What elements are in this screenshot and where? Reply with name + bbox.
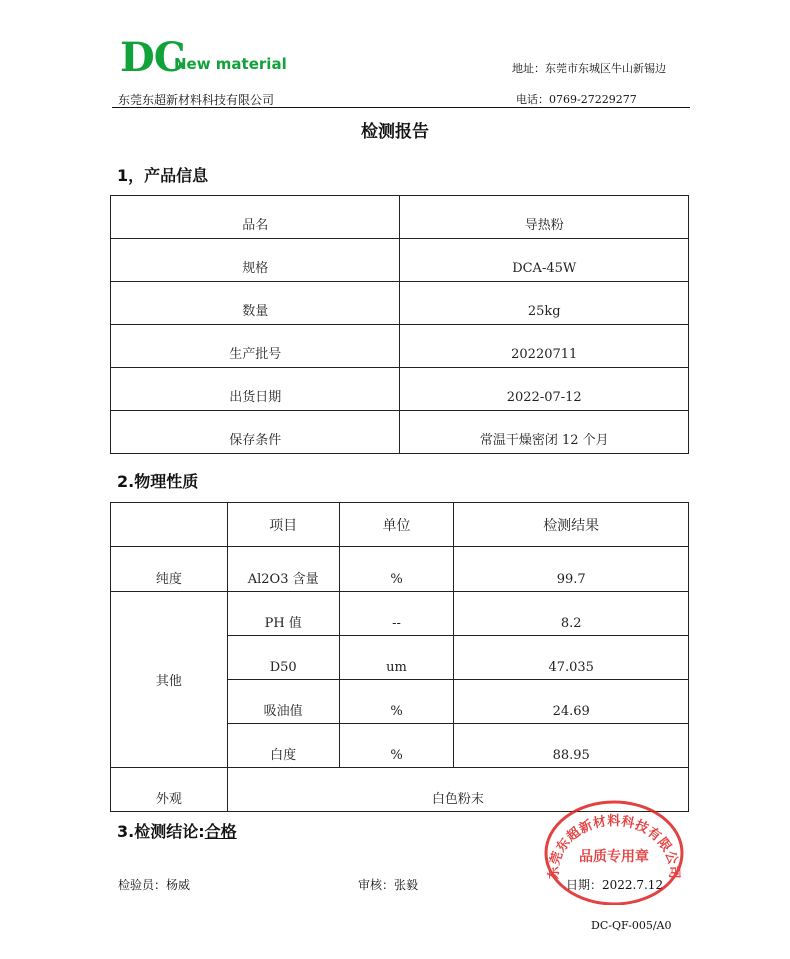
ship-date-label: 出货日期 [111,368,400,411]
storage-value: 常温干燥密闭 12 个月 [400,411,689,454]
oil-absorption-unit: % [339,680,454,724]
table-header-row [111,503,689,547]
ph-result: 8.2 [454,592,689,636]
d50-unit: um [339,636,454,680]
conclusion-result: 合格 [204,822,237,841]
d50-item: D50 [227,636,339,680]
appearance-group: 外观 [111,768,228,812]
oil-absorption-item: 吸油值 [227,680,339,724]
spec-value: DCA-45W [400,239,689,282]
table-row [111,196,689,239]
report-date: 日期：2022.7.12 [566,878,664,892]
section3-heading [117,822,237,842]
section2-heading: 2.物理性质 [117,472,199,491]
product-info-table [110,195,689,454]
whiteness-result: 88.95 [454,724,689,768]
conclusion-label: 3.检测结论: [117,822,205,841]
purity-group: 纯度 [111,547,228,592]
table-row [111,325,689,368]
ship-date-value: 2022-07-12 [400,368,689,411]
purity-unit: % [339,547,454,592]
header-result: 检测结果 [454,503,689,547]
spec-label: 规格 [111,239,400,282]
report-title: 检测报告 [361,122,429,142]
stamp-sub-text: 品质专用章 [579,849,649,865]
table-row [111,282,689,325]
product-name-value: 导热粉 [400,196,689,239]
table-row [111,547,689,592]
table-row [111,411,689,454]
company-phone: 电话：0769-27229277 [516,93,637,106]
header-unit: 单位 [339,503,454,547]
table-row [111,239,689,282]
batch-label: 生产批号 [111,325,400,368]
section1-heading: 1，产品信息 [117,166,209,185]
logo-new-material: New material [174,55,287,73]
stamp-arc-text: 东莞东超新材料科技有限公司 [546,814,682,880]
whiteness-unit: % [339,724,454,768]
product-name-label: 品名 [111,196,400,239]
ph-item: PH 值 [227,592,339,636]
purity-item: Al2O3 含量 [227,547,339,592]
logo-dc: DC [120,34,185,81]
physical-properties-table [110,502,689,812]
quantity-value: 25kg [400,282,689,325]
whiteness-item: 白度 [227,724,339,768]
table-row [111,368,689,411]
table-row [111,592,689,636]
header-divider [112,107,690,108]
oil-absorption-result: 24.69 [454,680,689,724]
purity-result: 99.7 [454,547,689,592]
storage-label: 保存条件 [111,411,400,454]
company-address: 地址：东莞市东城区牛山新锡边 [512,62,666,75]
appearance-value: 白色粉末 [227,768,688,812]
header-blank [111,503,228,547]
batch-value: 20220711 [400,325,689,368]
d50-result: 47.035 [454,636,689,680]
header-item: 项目 [227,503,339,547]
quantity-label: 数量 [111,282,400,325]
document-code: DC-QF-005/A0 [591,919,672,932]
reviewer: 审核：张毅 [358,878,419,892]
company-name: 东莞东超新材料科技有限公司 [118,93,275,107]
other-group: 其他 [111,592,228,768]
inspector: 检验员：杨威 [118,878,191,892]
ph-unit: -- [339,592,454,636]
quality-seal-stamp [540,795,688,905]
svg-text:东莞东超新材料科技有限公司 [546,813,682,879]
